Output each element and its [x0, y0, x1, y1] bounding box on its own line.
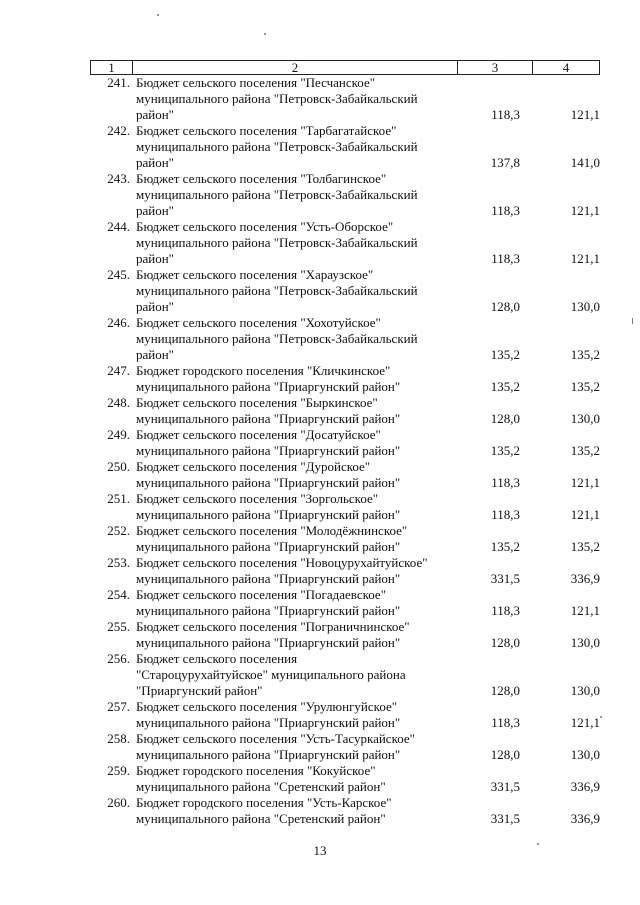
- scan-speck: [600, 716, 602, 718]
- row-number: 247.: [107, 363, 130, 378]
- row-value-col3: 118,3: [491, 715, 520, 730]
- row-number: 256.: [107, 651, 130, 666]
- row-number: 249.: [107, 427, 130, 442]
- scan-speck: [632, 318, 633, 324]
- row-number: 259.: [107, 763, 130, 778]
- row-value-col4: 130,0: [570, 411, 600, 426]
- row-description: Бюджет сельского поселения "Толбагинское" муниципального района "Петровск-Забайкальский район": [136, 171, 418, 218]
- row-description: Бюджет сельского поселения "Хараузское" муниципального района "Петровск-Забайкальский район": [136, 267, 418, 314]
- table-header: [90, 60, 600, 75]
- table-row: [90, 219, 610, 267]
- header-col-2: 2: [133, 61, 458, 74]
- row-number: 245.: [107, 267, 130, 282]
- row-number: 254.: [107, 587, 130, 602]
- table-row: [90, 491, 610, 523]
- table-body: [90, 75, 610, 827]
- row-description: Бюджет сельского поселения "Усть-Тасуркайское" муниципального района "Приаргунский район": [136, 731, 415, 762]
- header-col-4: 4: [562, 60, 570, 75]
- table-row: [90, 427, 610, 459]
- row-number: 243.: [107, 171, 130, 186]
- table-row: [90, 315, 610, 363]
- row-number: 255.: [107, 619, 130, 634]
- row-description: Бюджет сельского поселения "Быркинское" муниципального района "Приаргунский район": [136, 395, 401, 426]
- row-value-col3: 331,5: [490, 779, 520, 794]
- row-value-col3: 118,3: [491, 475, 520, 490]
- table-row: [90, 123, 610, 171]
- row-value-col4: 121,1: [570, 507, 600, 522]
- row-value-col3: 128,0: [490, 635, 520, 650]
- row-number: 244.: [107, 219, 130, 234]
- row-number: 250.: [107, 459, 130, 474]
- row-value-col4: 336,9: [570, 811, 600, 826]
- row-value-col3: 118,3: [491, 203, 520, 218]
- row-description: Бюджет сельского поселения "Досатуйское" муниципального района "Приаргунский район": [136, 427, 401, 458]
- row-description: Бюджет городского поселения "Кличкинское" муниципального района "Приаргунский район": [136, 363, 401, 394]
- scan-speck: [264, 33, 266, 35]
- row-value-col3: 128,0: [490, 299, 520, 314]
- table-row: [90, 795, 610, 827]
- row-value-col3: 135,2: [490, 347, 520, 362]
- row-value-col4: 130,0: [570, 635, 600, 650]
- row-value-col3: 135,2: [490, 379, 520, 394]
- row-description: Бюджет сельского поселения "Тарбагатайское" муниципального района "Петровск-Забайкальский район": [136, 123, 418, 170]
- table-row: [90, 763, 610, 795]
- row-value-col3: 118,3: [491, 507, 520, 522]
- row-value-col3: 128,0: [490, 683, 520, 698]
- row-value-col4: 135,2: [570, 539, 600, 554]
- table-row: [90, 459, 610, 491]
- row-value-col4: 130,0: [570, 299, 600, 314]
- row-value-col4: 135,2: [570, 443, 600, 458]
- row-description: Бюджет сельского поселения "Усть-Оборское" муниципального района "Петровск-Забайкальский район": [136, 219, 418, 266]
- table-row: [90, 587, 610, 619]
- row-description: Бюджет сельского поселения "Песчанское" муниципального района "Петровск-Забайкальский район": [136, 75, 418, 122]
- table-row: [90, 171, 610, 219]
- row-number: 246.: [107, 315, 130, 330]
- page-number: 13: [313, 843, 327, 858]
- row-number: 260.: [107, 795, 130, 810]
- header-col-1: 1: [91, 61, 133, 74]
- row-value-col4: 121,1: [570, 603, 600, 618]
- row-value-col3: 137,8: [490, 155, 520, 170]
- row-value-col4: 336,9: [570, 571, 600, 586]
- row-value-col3: 135,2: [490, 443, 520, 458]
- scan-speck: [157, 14, 159, 16]
- row-value-col4: 135,2: [570, 347, 600, 362]
- table-row: [90, 731, 610, 763]
- table-row: [90, 75, 610, 123]
- row-description: Бюджет городского поселения "Усть-Карское" муниципального района "Сретенский район": [136, 795, 392, 826]
- row-description: Бюджет сельского поселения "Урулюнгуйское" муниципального района "Приаргунский район": [136, 699, 401, 730]
- row-number: 257.: [107, 699, 130, 714]
- row-value-col3: 331,5: [490, 811, 520, 826]
- table-row: [90, 523, 610, 555]
- row-value-col4: 130,0: [570, 747, 600, 762]
- row-description: Бюджет сельского поселения "Хохотуйское" муниципального района "Петровск-Забайкальский район": [136, 315, 418, 362]
- scan-speck: [537, 843, 539, 845]
- row-value-col3: 128,0: [490, 747, 520, 762]
- row-value-col4: 135,2: [570, 379, 600, 394]
- table-row: [90, 651, 610, 699]
- row-number: 252.: [107, 523, 130, 538]
- row-description: Бюджет городского поселения "Кокуйское" муниципального района "Сретенский район": [136, 763, 386, 794]
- row-description: Бюджет сельского поселения "Зоргольское" муниципального района "Приаргунский район": [136, 491, 401, 522]
- row-value-col3: 135,2: [490, 539, 520, 554]
- table-row: [90, 363, 610, 395]
- row-description: Бюджет сельского поселения "Дуройское" муниципального района "Приаргунский район": [136, 459, 401, 490]
- row-value-col4: 121,1: [570, 251, 600, 266]
- row-description: Бюджет сельского поселения "Староцурухайтуйское" муниципального района "Приаргунский район": [136, 651, 406, 698]
- row-value-col4: 141,0: [570, 155, 600, 170]
- row-number: 253.: [107, 555, 130, 570]
- row-value-col4: 121,1: [570, 203, 600, 218]
- row-number: 242.: [107, 123, 130, 138]
- row-value-col3: 331,5: [490, 571, 520, 586]
- row-value-col4: 130,0: [570, 683, 600, 698]
- table-row: [90, 555, 610, 587]
- row-number: 258.: [107, 731, 130, 746]
- row-number: 241.: [107, 75, 130, 90]
- row-value-col4: 336,9: [570, 779, 600, 794]
- row-value-col4: 121,1: [570, 107, 600, 122]
- row-description: Бюджет сельского поселения "Пограничнинское" муниципального района "Приаргунский район": [136, 619, 410, 650]
- row-value-col3: 118,3: [491, 107, 520, 122]
- row-value-col4: 121,1: [570, 715, 600, 730]
- row-number: 248.: [107, 395, 130, 410]
- row-description: Бюджет сельского поселения "Погадаевское" муниципального района "Приаргунский район": [136, 587, 401, 618]
- row-value-col4: 121,1: [570, 475, 600, 490]
- table-row: [90, 395, 610, 427]
- row-description: Бюджет сельского поселения "Молодёжнинское" муниципального района "Приаргунский район": [136, 523, 408, 554]
- row-number: 251.: [107, 491, 130, 506]
- table-row: [90, 267, 610, 315]
- header-col-3: 3: [458, 61, 533, 74]
- row-value-col3: 118,3: [491, 251, 520, 266]
- row-value-col3: 128,0: [490, 411, 520, 426]
- row-value-col3: 118,3: [491, 603, 520, 618]
- table-row: [90, 699, 610, 731]
- row-description: Бюджет сельского поселения "Новоцурухайтуйское" муниципального района "Приаргунский район": [136, 555, 428, 586]
- table-row: [90, 619, 610, 651]
